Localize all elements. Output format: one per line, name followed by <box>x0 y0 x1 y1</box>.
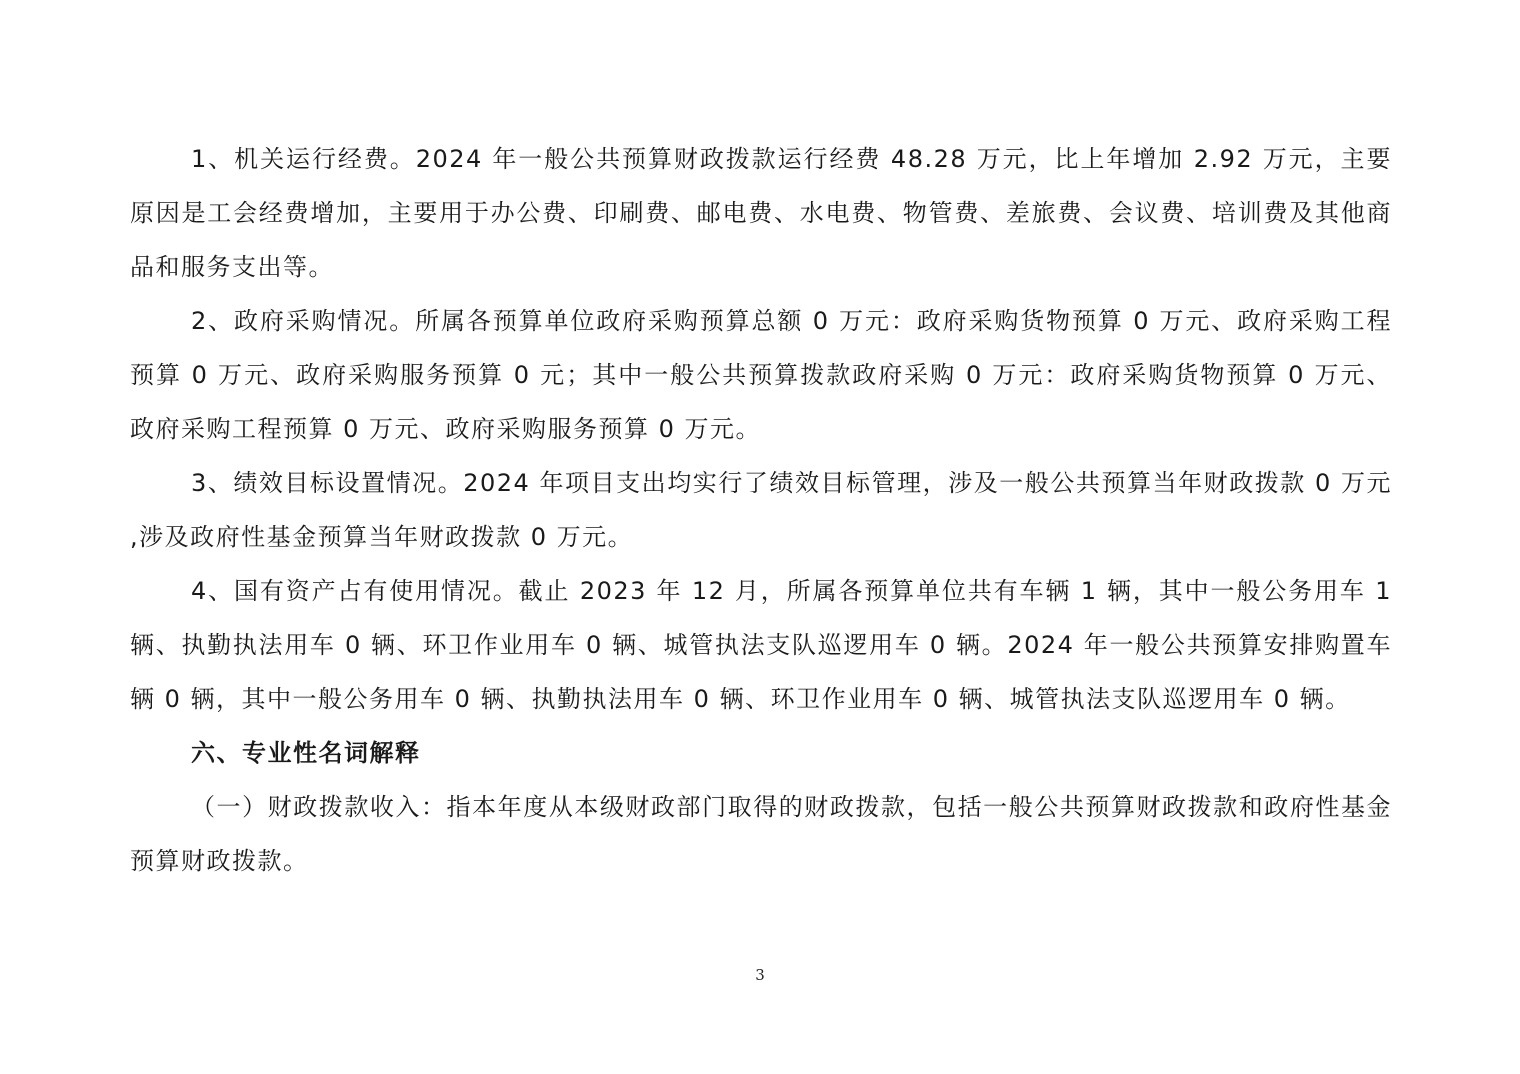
paragraph-performance-targets: 3、绩效目标设置情况。2024 年项目支出均实行了绩效目标管理，涉及一般公共预算当年财政拨款 0 万元,涉及政府性基金预算当年财政拨款 0 万元。 <box>130 469 1392 551</box>
section-heading: 六、专业性名词解释 <box>191 739 421 767</box>
paragraph-state-assets: 4、国有资产占有使用情况。截止 2023 年 12 月，所属各预算单位共有车辆 1 辆，其中一般公务用车 1 辆、执勤执法用车 0 辆、环卫作业用车 0 辆、城管执法支队巡逻用车 0 辆。2024 年一般公共预算安排购置车辆 0 辆，其中一般公务用车 0 辆、执勤执法用车 0 辆、环卫作业用车 0 辆、城管执法支队巡逻用车 0 辆。 <box>130 577 1392 713</box>
paragraph-government-procurement: 2、政府采购情况。所属各预算单位政府采购预算总额 0 万元：政府采购货物预算 0 万元、政府采购工程预算 0 万元、政府采购服务预算 0 元；其中一般公共预算拨款政府采购 0 万元：政府采购货物预算 0 万元、政府采购工程预算 0 万元、政府采购服务预算 0 万元。 <box>130 307 1392 443</box>
paragraph-definition-fiscal-revenue: （一）财政拨款收入：指本年度从本级财政部门取得的财政拨款，包括一般公共预算财政拨款和政府性基金预算财政拨款。 <box>130 793 1392 875</box>
page-body <box>130 132 1392 888</box>
page-number: 3 <box>755 966 765 984</box>
paragraph-operating-expenses: 1、机关运行经费。2024 年一般公共预算财政拨款运行经费 48.28 万元，比上年增加 2.92 万元，主要原因是工会经费增加，主要用于办公费、印刷费、邮电费、水电费、物管费、差旅费、会议费、培训费及其他商品和服务支出等。 <box>130 145 1392 281</box>
